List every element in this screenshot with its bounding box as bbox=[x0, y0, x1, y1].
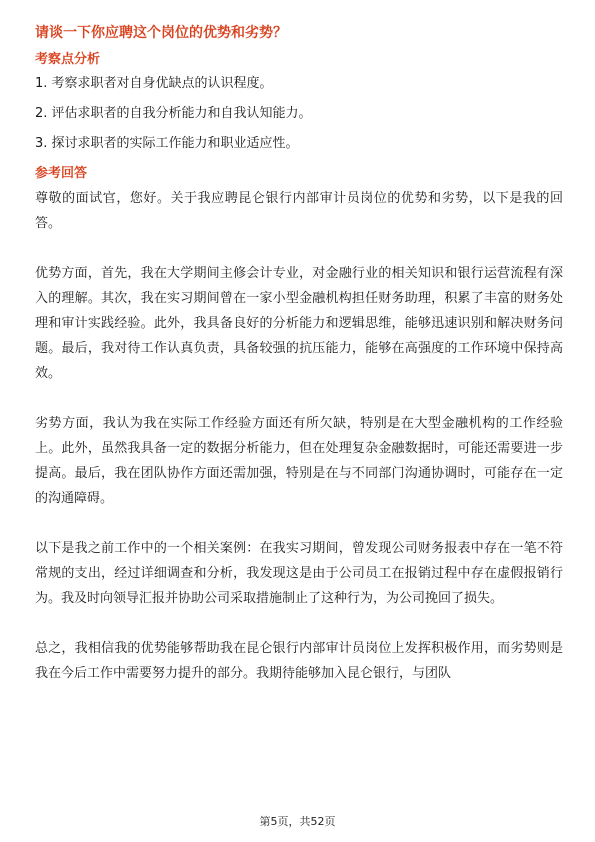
analysis-points bbox=[35, 74, 563, 154]
answer-paragraph: 尊敬的面试官，您好。关于我应聘昆仑银行内部审计员岗位的优势和劣势，以下是我的回答。 bbox=[35, 191, 563, 231]
answer-paragraph: 劣势方面，我认为我在实际工作经验方面还有所欠缺，特别是在大型金融机构的工作经验上。此外，虽然我具备一定的数据分析能力，但在处理复杂金融数据时，可能还需要进一步提高。最后，我在团队协作方面还需加强，特别是在与不同部门沟通协调时，可能存在一定的沟通障碍。 bbox=[35, 416, 563, 506]
page-number: 第5页，共52页 bbox=[259, 815, 336, 828]
answer-paragraph: 优势方面，首先，我在大学期间主修会计专业，对金融行业的相关知识和银行运营流程有深入的理解。其次，我在实习期间曾在一家小型金融机构担任财务助理，积累了丰富的财务处理和审计实践经验。此外，我具备良好的分析能力和逻辑思维，能够迅速识别和解决财务问题。最后，我对待工作认真负责，具备较强的抗压能力，能够在高强度的工作环境中保持高效。 bbox=[35, 266, 563, 381]
answer-paragraph: 以下是我之前工作中的一个相关案例：在我实习期间，曾发现公司财务报表中存在一笔不符常规的支出，经过详细调查和分析，我发现这是由于公司员工在报销过程中存在虚假报销行为。我及时向领导汇报并协助公司采取措施制止了这种行为，为公司挽回了损失。 bbox=[35, 541, 563, 606]
document-page bbox=[35, 22, 563, 711]
answer-paragraph: 总之，我相信我的优势能够帮助我在昆仑银行内部审计员岗位上发挥积极作用，而劣势则是我在今后工作中需要努力提升的部分。我期待能够加入昆仑银行，与团队 bbox=[35, 641, 563, 681]
analysis-point: 2. 评估求职者的自我分析能力和自我认知能力。 bbox=[35, 106, 312, 121]
answer-title: 参考回答 bbox=[35, 166, 88, 181]
analysis-title: 考察点分析 bbox=[35, 52, 101, 67]
analysis-point: 1. 考察求职者对自身优缺点的认识程度。 bbox=[35, 76, 273, 91]
analysis-point: 3. 探讨求职者的实际工作能力和职业适应性。 bbox=[35, 136, 299, 151]
question-heading: 请谈一下你应聘这个岗位的优势和劣势？ bbox=[35, 25, 287, 41]
